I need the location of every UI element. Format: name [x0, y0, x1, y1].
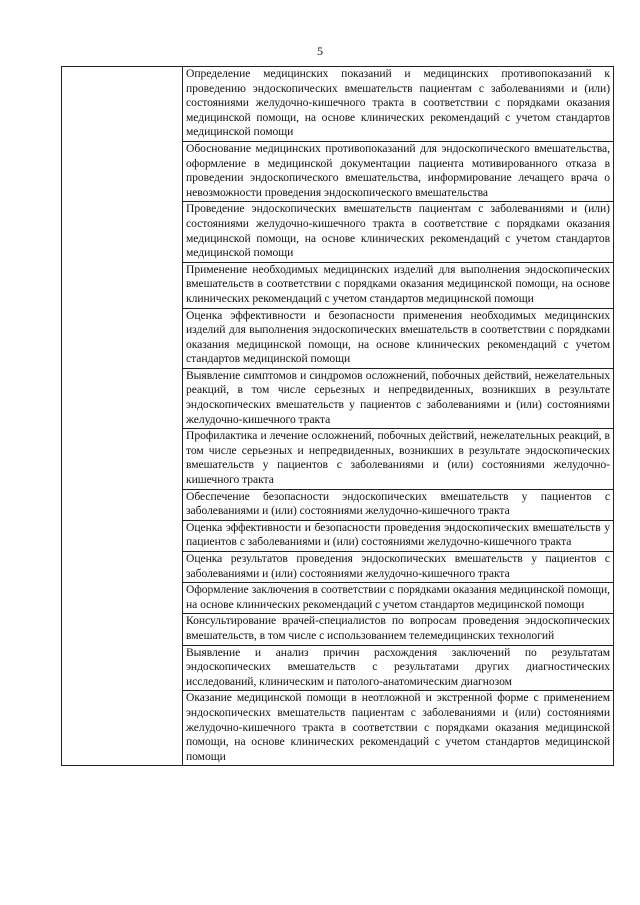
- cell-text: Обеспечение безопасности эндоскопических вмешательств у пациентов с заболеваниями и (или) состояниями желудочно-кишечного тракта: [186, 489, 610, 518]
- table-cell: [183, 520, 614, 551]
- cell-text: Проведение эндоскопических вмешательств пациентам с заболеваниями и (или) состояниями желудочно-кишечного тракта в соответствие с порядками оказания медицинской помощи, на основе клинических рекомендаций с учетом стандартов медицинской помощи: [186, 202, 610, 260]
- table-cell: [183, 552, 614, 583]
- cell-text: Применение необходимых медицинских изделий для выполнения эндоскопических вмешательств в соответствии с порядками оказания медицинской помощи, на основе клинических рекомендаций с учетом стандартов медицинской помощи: [186, 262, 610, 305]
- cell-text: Оценка эффективности и безопасности применения необходимых медицинских изделий для выполнения эндоскопических вмешательств в соответствии с порядками оказания медицинской помощи, на основе клинических рекомендаций с учетом стандартов медицинской помощи: [186, 308, 610, 366]
- cell-text: Оценка эффективности и безопасности проведения эндоскопических вмешательств у пациентов с заболеваниями и (или) состояниями желудочно-кишечного тракта: [186, 520, 610, 549]
- cell-text: Профилактика и лечение осложнений, побочных действий, нежелательных реакций, в том числе серьезных и непредвиденных, возникших в результате эндоскопических вмешательств у пациентов с заболеваниями и (или) состояниями желудочно-кишечного тракта: [186, 429, 610, 487]
- cell-text: Оценка результатов проведения эндоскопических вмешательств у пациентов с заболеваниями и (или) состояниями желудочно-кишечного тракта: [186, 552, 610, 580]
- cell-text: Консультирование врачей-специалистов по вопросам проведения эндоскопических вмешательств, в том числе с использованием телемедицинских технологий: [186, 614, 610, 642]
- cell-text: Определение медицинских показаний и медицинских противопоказаний к проведению эндоскопических вмешательств пациентам с заболеваниями и (или) состояниями желудочно-кишечного тракта в соответствии с порядками оказания медицинской помощи, на основе клинических рекомендаций с учетом стандартов медицинской помощи: [186, 67, 610, 139]
- left-empty-cell: [62, 67, 183, 766]
- table-cell: [183, 614, 614, 645]
- page-number: 5: [317, 44, 323, 58]
- cell-text: Оказание медицинской помощи в неотложной и экстренной форме с применением эндоскопических вмешательств пациентам с заболеваниями и (или) состояниями желудочно-кишечного тракта в соответствии с порядками оказания медицинской помощи, на основе клинических рекомендаций с учетом стандартов медицинской помощи: [186, 691, 610, 763]
- table-cell: [183, 691, 614, 766]
- cell-text: Выявление симптомов и синдромов осложнений, побочных действий, нежелательных реакций, в том числе серьезных и непредвиденных, возникших в результате эндоскопических вмешательств у пациентов с заболеваниями и (или) состояниями желудочно-кишечного тракта: [186, 368, 610, 426]
- table-cell: [183, 489, 614, 520]
- cell-text: Выявление и анализ причин расхождения заключений по результатам эндоскопических вмешательств с результатами других диагностических исследований, клиническим и патолого-анатомическим диагнозом: [186, 645, 610, 688]
- table-cell: [183, 645, 614, 691]
- cell-text: Оформление заключения в соответствии с порядками оказания медицинской помощи, на основе клинических рекомендаций с учетом стандартов медицинской помощи: [186, 583, 610, 611]
- table-cell: [183, 429, 614, 489]
- table-cell: [183, 262, 614, 308]
- cell-text: Обоснование медицинских противопоказаний для эндоскопического вмешательства, оформление в медицинской документации пациента мотивированного отказа в проведении эндоскопического вмешательства, информирование лечащего врача о невозможности проведения эндоскопического вмешательства: [186, 141, 610, 199]
- table-cell: [183, 141, 614, 201]
- table-cell: [183, 308, 614, 368]
- labor-functions-table: [61, 66, 614, 766]
- table-cell: [183, 202, 614, 262]
- table-row: [62, 67, 614, 142]
- table-cell: [183, 583, 614, 614]
- table-cell: [183, 67, 614, 142]
- table-cell: [183, 368, 614, 428]
